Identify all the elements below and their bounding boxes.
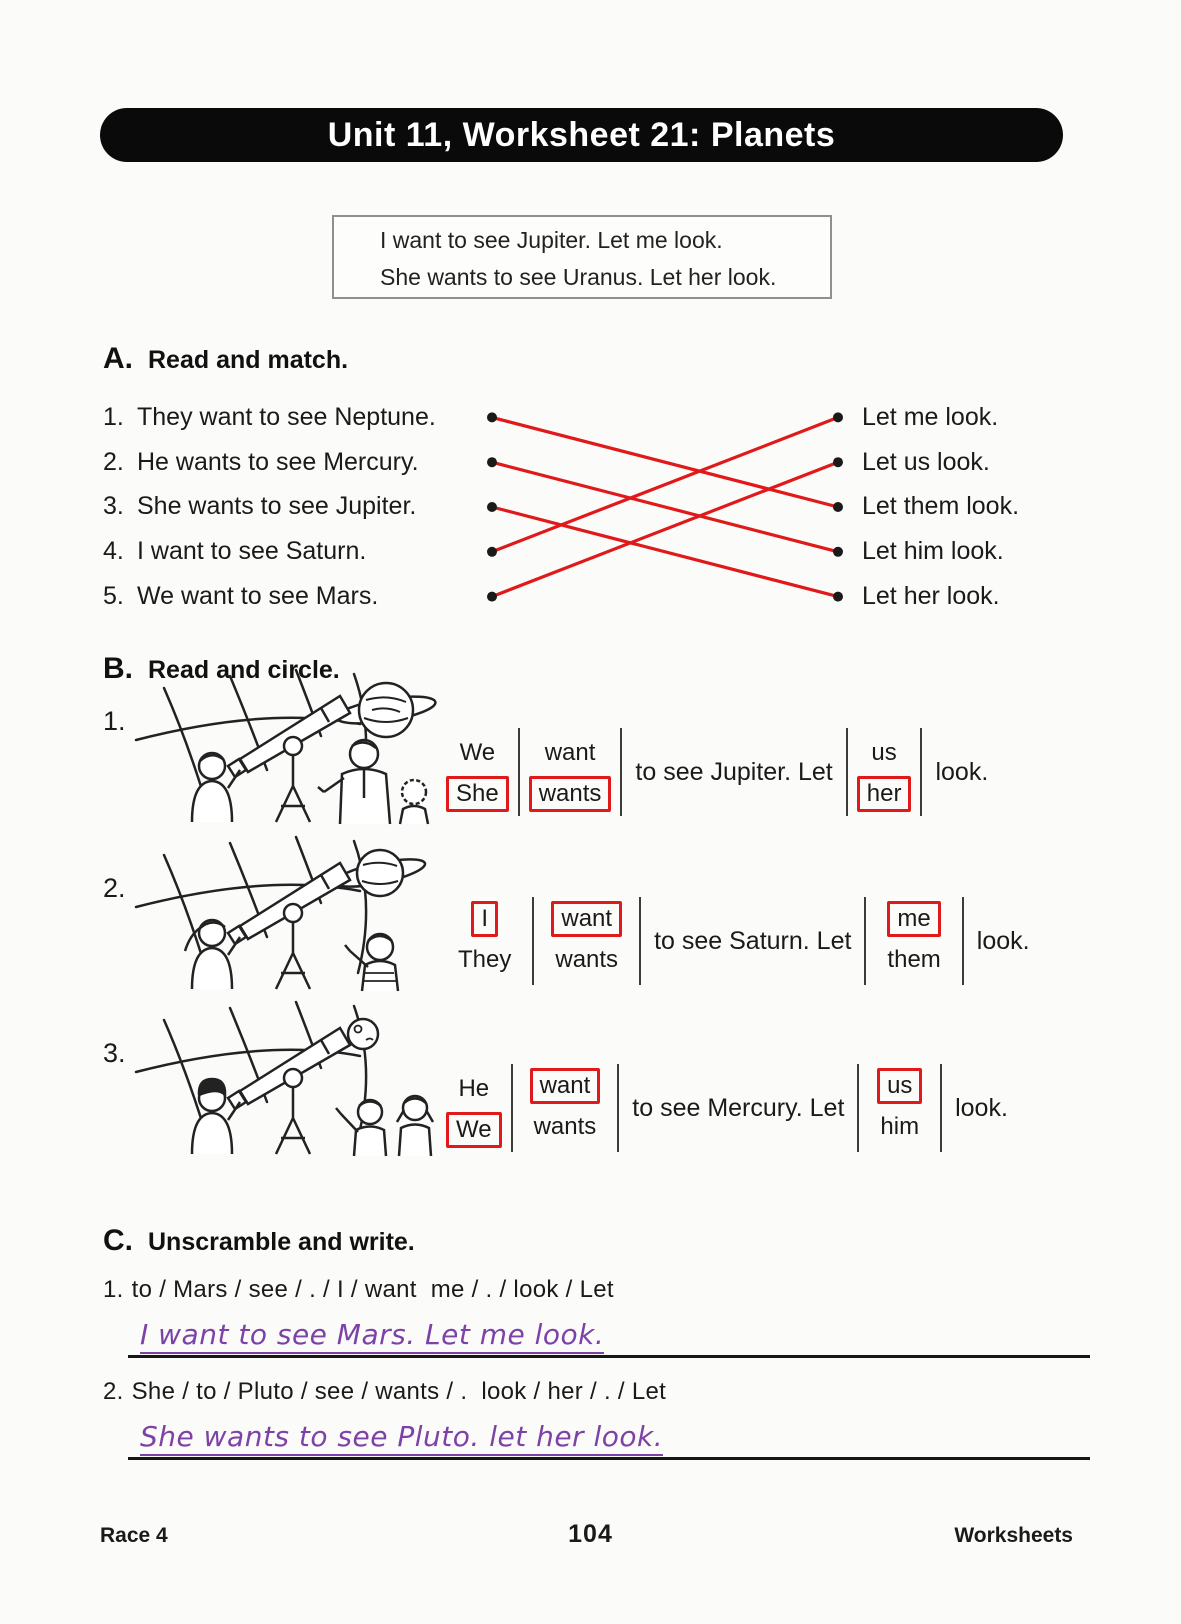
match-left-item (103, 529, 436, 574)
observatory-scene-3-illustration (128, 998, 438, 1158)
divider (532, 897, 534, 985)
item-number: 5. (103, 582, 124, 611)
section-b-title: Read and circle. (148, 656, 340, 684)
match-right-text: Let him look. (862, 537, 1004, 566)
match-right-item (862, 395, 1019, 440)
scramble-words: look / her / . / Let (481, 1378, 667, 1405)
choice-word-top[interactable]: me (887, 901, 940, 937)
sentence-middle: to see Jupiter. Let (635, 757, 833, 786)
unscramble-item-2 (103, 1378, 666, 1406)
divider (920, 728, 922, 816)
match-line (492, 462, 838, 596)
choice-pronoun (868, 1067, 931, 1149)
match-dot-right[interactable] (833, 592, 843, 602)
choice-word-bottom[interactable]: We (446, 1112, 502, 1148)
sentence-row (446, 897, 1034, 985)
match-right-text: Let us look. (862, 447, 990, 476)
item-number: 2. (103, 1378, 124, 1405)
scramble-words: She / to / Pluto / see / wants / . (131, 1378, 468, 1405)
item-number: 4. (103, 537, 124, 566)
match-line (492, 507, 838, 597)
match-dot-right[interactable] (833, 547, 843, 557)
section-c-title: Unscramble and write. (148, 1228, 415, 1256)
scramble-words: me / . / look / Let (430, 1276, 614, 1303)
match-left-text: He wants to see Mercury. (137, 447, 419, 476)
handwritten-answer-1: I want to see Mars. Let me look. (140, 1318, 604, 1354)
choice-word-top[interactable]: us (871, 739, 897, 766)
choice-word-bottom[interactable]: They (458, 946, 512, 973)
sentence-tail: look. (935, 757, 989, 786)
choice-verb (543, 900, 630, 982)
boy-figure (345, 934, 398, 991)
sentence-middle: to see Saturn. Let (654, 926, 852, 955)
girl-figure (400, 780, 428, 824)
section-a-label: A. (103, 342, 133, 375)
choice-pronoun (875, 900, 952, 982)
match-dot-right[interactable] (833, 502, 843, 512)
match-left-text: We want to see Mars. (137, 582, 379, 611)
title-banner (100, 108, 1063, 162)
sentence-tail: look. (976, 926, 1030, 955)
choice-verb (529, 731, 612, 813)
ringed-planet-icon (335, 683, 437, 737)
footer-book-label: Race 4 (100, 1524, 168, 1547)
section-b-label: B. (103, 652, 133, 685)
match-dot-left[interactable] (487, 457, 497, 467)
section-a-header (103, 342, 348, 376)
man-figure (318, 740, 390, 824)
item-number: 2. (103, 447, 124, 476)
choice-subject (446, 731, 509, 813)
match-right-item (862, 485, 1019, 530)
item-number: 2. (103, 873, 126, 903)
match-right-column (862, 395, 1019, 619)
choice-pronoun (857, 731, 912, 813)
match-left-text: They want to see Neptune. (137, 402, 436, 431)
choice-word-top[interactable]: want (530, 1068, 601, 1104)
exercise-b-item-1 (100, 666, 1110, 831)
choice-word-bottom[interactable]: She (446, 776, 509, 812)
match-left-item (103, 485, 436, 530)
item-number: 3. (103, 492, 124, 521)
choice-word-top[interactable]: want (551, 901, 622, 937)
choice-word-top[interactable]: He (458, 1075, 490, 1102)
choice-word-top[interactable]: us (877, 1068, 922, 1104)
footer-section-label: Worksheets (954, 1524, 1073, 1547)
match-left-text: I want to see Saturn. (137, 537, 367, 566)
choice-verb (522, 1067, 609, 1149)
match-right-item (862, 574, 1019, 619)
choice-subject (446, 1067, 502, 1149)
match-left-item (103, 440, 436, 485)
answer-line-1[interactable] (128, 1318, 1090, 1358)
girl-figure (397, 1096, 433, 1156)
match-left-item (103, 395, 436, 440)
match-left-text: She wants to see Jupiter. (137, 492, 417, 521)
sentence-row (446, 1064, 1012, 1152)
divider (940, 1064, 942, 1152)
choice-word-top[interactable]: We (459, 739, 496, 766)
boy-figure (336, 1100, 386, 1156)
dome-ribs (136, 837, 366, 973)
page-title: Unit 11, Worksheet 21: Planets (327, 115, 836, 154)
divider (864, 897, 866, 985)
item-number: 1. (103, 402, 124, 431)
divider (518, 728, 520, 816)
item-number: 1. (103, 1276, 124, 1303)
divider (846, 728, 848, 816)
match-dot-left[interactable] (487, 502, 497, 512)
divider (617, 1064, 619, 1152)
match-right-text: Let them look. (862, 492, 1020, 521)
section-c-label: C. (103, 1224, 133, 1257)
scramble-words: to / Mars / see / . / I / want (131, 1276, 417, 1303)
unscramble-item-1 (103, 1276, 614, 1304)
divider (962, 897, 964, 985)
item-number: 3. (103, 1038, 126, 1068)
match-right-text: Let her look. (862, 582, 1000, 611)
sentence-middle: to see Mercury. Let (632, 1093, 845, 1122)
choice-word-bottom[interactable]: them (887, 946, 941, 973)
match-dot-left[interactable] (487, 592, 497, 602)
choice-word-top[interactable]: want (544, 739, 596, 766)
match-dot-left[interactable] (487, 547, 497, 557)
match-exercise (103, 395, 1078, 619)
divider (857, 1064, 859, 1152)
divider (620, 728, 622, 816)
divider (511, 1064, 513, 1152)
divider (639, 897, 641, 985)
match-dot-right[interactable] (833, 457, 843, 467)
choice-word-bottom[interactable]: wants (529, 776, 612, 812)
match-dot-left[interactable] (487, 412, 497, 422)
section-c-header (103, 1224, 415, 1258)
choice-word-bottom[interactable]: him (880, 1113, 920, 1140)
match-left-column (103, 395, 436, 619)
observatory-scene-2-illustration (128, 833, 438, 993)
choice-word-top[interactable]: I (471, 901, 498, 937)
observatory-scene-1-illustration (128, 666, 438, 826)
example-line-2: She wants to see Uranus. Let her look. (380, 264, 777, 290)
page-number: 104 (568, 1520, 613, 1548)
match-right-item (862, 440, 1019, 485)
exercise-b-item-2 (100, 833, 1110, 998)
choice-word-bottom[interactable]: wants (533, 1113, 597, 1140)
answer-line-2[interactable] (128, 1420, 1090, 1460)
match-left-item (103, 574, 436, 619)
sentence-row (446, 728, 992, 816)
match-line (492, 462, 838, 552)
match-right-item (862, 529, 1019, 574)
dome-ribs (136, 1002, 366, 1138)
match-right-text: Let me look. (862, 402, 999, 431)
match-line (492, 417, 838, 507)
section-a-title: Read and match. (148, 346, 349, 374)
example-box (332, 215, 832, 299)
item-number: 1. (103, 706, 126, 736)
choice-word-bottom[interactable]: wants (555, 946, 619, 973)
match-line (492, 417, 838, 551)
handwritten-answer-2: She wants to see Pluto. let her look. (140, 1420, 663, 1456)
sentence-tail: look. (955, 1093, 1008, 1122)
choice-word-bottom[interactable]: her (857, 776, 912, 812)
example-line-1: I want to see Jupiter. Let me look. (380, 227, 723, 253)
match-dot-right[interactable] (833, 412, 843, 422)
mercury-planet-icon (348, 1019, 378, 1049)
choice-subject (446, 900, 523, 982)
exercise-b-item-3 (100, 998, 1110, 1163)
